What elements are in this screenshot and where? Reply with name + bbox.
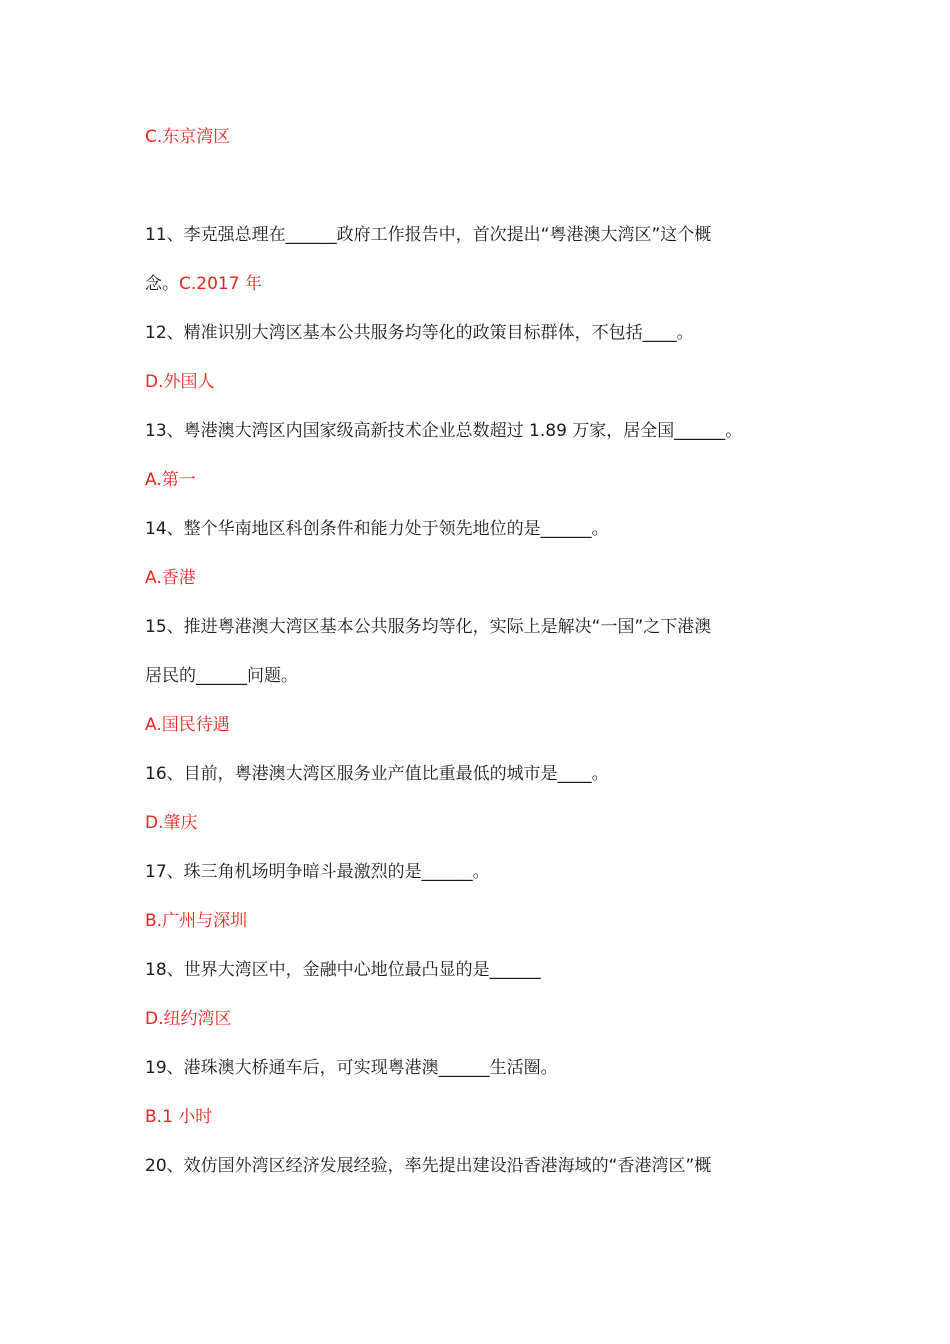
question-line: 20、效仿国外湾区经济发展经验，率先提出建设沿香港海域的“香港湾区”概 (145, 1156, 712, 1176)
answer-line: A.国民待遇 (145, 715, 230, 735)
question-line: 居民的______问题。 (145, 666, 298, 686)
question-line: 19、港珠澳大桥通车后，可实现粤港澳______生活圈。 (145, 1058, 558, 1078)
answer-line: D.外国人 (145, 372, 215, 392)
answer-line: D.纽约湾区 (145, 1009, 232, 1029)
answer-line: B.广州与深圳 (145, 911, 248, 931)
inline-answer: C.2017 年 (179, 274, 262, 294)
answer-line: A.第一 (145, 470, 196, 490)
question-line: 15、推进粤港澳大湾区基本公共服务均等化，实际上是解决“一国”之下港澳 (145, 617, 712, 637)
answer-line: A.香港 (145, 568, 196, 588)
question-line: 12、精准识别大湾区基本公共服务均等化的政策目标群体，不包括____。 (145, 323, 694, 343)
question-line: 11、李克强总理在______政府工作报告中，首次提出“粤港澳大湾区”这个概 (145, 225, 712, 245)
question-line: 18、世界大湾区中，金融中心地位最凸显的是______ (145, 960, 541, 980)
answer-line: C.东京湾区 (145, 127, 231, 147)
question-line: 13、粤港澳大湾区内国家级高新技术企业总数超过 1.89 万家，居全国______。 (145, 421, 743, 441)
question-line: 17、珠三角机场明争暗斗最激烈的是______。 (145, 862, 490, 882)
question-line (145, 272, 835, 296)
question-line: 14、整个华南地区科创条件和能力处于领先地位的是______。 (145, 519, 609, 539)
answer-line: D.肇庆 (145, 813, 198, 833)
question-text: 念。 (145, 274, 179, 294)
question-line: 16、目前，粤港澳大湾区服务业产值比重最低的城市是____。 (145, 764, 609, 784)
answer-line: B.1 小时 (145, 1107, 213, 1127)
